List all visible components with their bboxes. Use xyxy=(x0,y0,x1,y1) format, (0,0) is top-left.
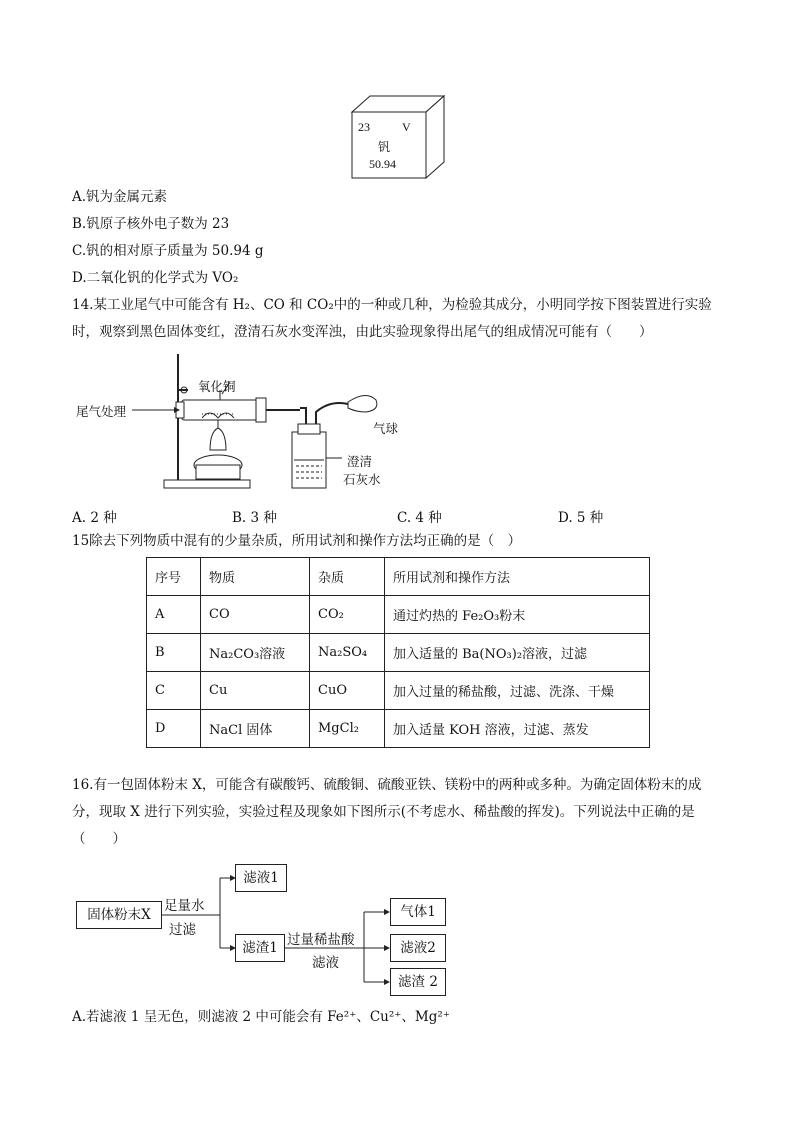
table-cell: 加入适量的 Ba(NO₃)₂溶液，过滤 xyxy=(385,634,650,672)
q13-option-c: C.钒的相对原子质量为 50.94 g xyxy=(72,243,264,259)
flow-box-gas1: 气体1 xyxy=(390,898,446,926)
flow-box-solid-powder-x: 固体粉末X xyxy=(76,901,162,929)
table-header-row xyxy=(147,558,650,596)
flow-box-residue2: 滤渣 2 xyxy=(390,968,446,996)
flow-label-step2-bottom: 滤液 xyxy=(312,955,339,971)
flow-label-step2-top: 过量稀盐酸 xyxy=(287,932,355,948)
flow-label-step1-top: 足量水 xyxy=(164,898,205,914)
header-cell: 序号 xyxy=(147,558,201,596)
table-cell: CO xyxy=(201,596,310,634)
q14-text-line1: 14.某工业尾气中可能含有 H₂、CO 和 CO₂中的一种或几种，为检验其成分，小明同学按下图装置进行实验 xyxy=(72,297,712,313)
table-cell: B xyxy=(147,634,201,672)
q16-text-line3: （ ） xyxy=(72,831,126,847)
table-cell: Na₂SO₄ xyxy=(310,634,385,672)
table-row xyxy=(147,634,650,672)
table-cell: NaCl 固体 xyxy=(201,710,310,748)
q16-option-a: A.若滤液 1 呈无色，则滤液 2 中可能会有 Fe²⁺、Cu²⁺、Mg²⁺ xyxy=(72,1009,450,1025)
table-cell: 通过灼热的 Fe₂O₃粉末 xyxy=(385,596,650,634)
table-cell: D xyxy=(147,710,201,748)
table-cell: C xyxy=(147,672,201,710)
element-symbol: V xyxy=(402,120,411,134)
table-cell: A xyxy=(147,596,201,634)
table-row xyxy=(147,710,650,748)
table-cell: Na₂CO₃溶液 xyxy=(201,634,310,672)
label-limewater-2: 石灰水 xyxy=(343,472,381,487)
table-cell: Cu xyxy=(201,672,310,710)
table-cell: 加入过量的稀盐酸，过滤、洗涤、干燥 xyxy=(385,672,650,710)
q13-option-a: A.钒为金属元素 xyxy=(72,189,168,205)
atomic-number: 23 xyxy=(358,120,370,134)
q16-text-line2: 分，现取 X 进行下列实验，实验过程及现象如下图所示(不考虑水、稀盐酸的挥发)。下列说法中正确的是 xyxy=(72,804,695,820)
table-cell: CO₂ xyxy=(310,596,385,634)
label-limewater-1: 澄清 xyxy=(347,454,373,469)
q14-option-b: B. 3 种 xyxy=(232,510,277,526)
label-tail-gas: 尾气处理 xyxy=(76,404,127,419)
q15-question: 15除去下列物质中混有的少量杂质，所用试剂和操作方法均正确的是（ ） xyxy=(72,533,522,549)
flow-box-filtrate1: 滤液1 xyxy=(235,864,287,892)
q14-option-a: A. 2 种 xyxy=(72,510,117,526)
q14-option-c: C. 4 种 xyxy=(397,510,442,526)
flow-box-residue1: 滤渣1 xyxy=(235,934,285,962)
q15-table xyxy=(146,557,650,748)
label-balloon: 气球 xyxy=(373,421,399,436)
table-cell: 加入适量 KOH 溶液，过滤、蒸发 xyxy=(385,710,650,748)
element-card-cube xyxy=(350,94,450,182)
flow-label-step1-bottom: 过滤 xyxy=(169,922,196,938)
atomic-mass: 50.94 xyxy=(369,157,396,171)
q16-text-line1: 16.有一包固体粉末 X，可能含有碳酸钙、硫酸铜、硫酸亚铁、镁粉中的两种或多种。为确定固体粉末的成 xyxy=(72,777,702,793)
table-cell: CuO xyxy=(310,672,385,710)
q13-option-d: D.二氧化钒的化学式为 VO₂ xyxy=(72,270,239,286)
flow-box-filtrate2: 滤液2 xyxy=(390,934,446,962)
q14-text-line2: 时，观察到黑色固体变红，澄清石灰水变浑浊，由此实验现象得出尾气的组成情况可能有（ ） xyxy=(72,324,653,340)
label-copper-oxide: 氧化铜 xyxy=(198,379,236,394)
element-name: 钒 xyxy=(378,140,391,154)
q13-option-b: B.钒原子核外电子数为 23 xyxy=(72,216,230,232)
q14-option-d: D. 5 种 xyxy=(558,510,604,526)
table-cell: MgCl₂ xyxy=(310,710,385,748)
header-cell: 物质 xyxy=(201,558,310,596)
header-cell: 杂质 xyxy=(310,558,385,596)
table-row xyxy=(147,596,650,634)
table-row xyxy=(147,672,650,710)
header-cell: 所用试剂和操作方法 xyxy=(385,558,650,596)
